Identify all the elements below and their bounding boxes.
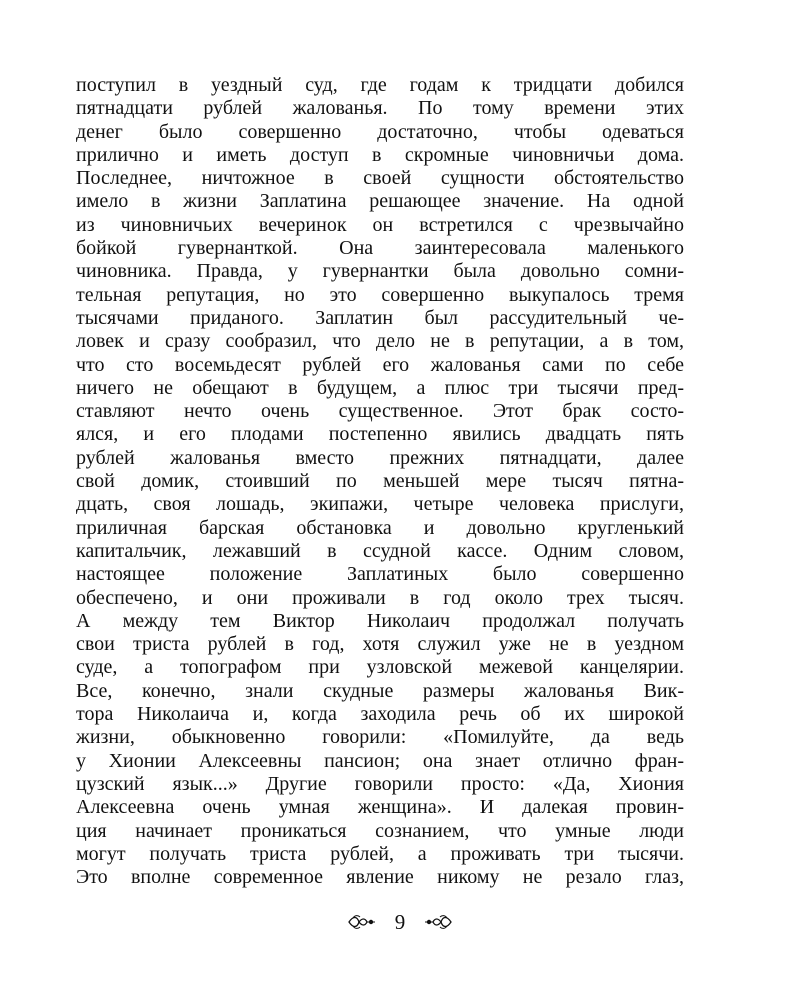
text-line: капитальчик, лежавший в ссудной кассе. Одним словом, <box>76 539 684 562</box>
text-line: Все, конечно, знали скудные размеры жалованья Вик- <box>76 679 684 702</box>
text-line: Алексеевна очень умная женщина». И далекая провин- <box>76 796 684 819</box>
text-line: А между тем Виктор Николаич продолжал получать <box>76 609 684 632</box>
text-line: свой домик, стоивший по меньшей мере тысяч пятна- <box>76 470 684 493</box>
text-line: суде, а топографом при узловской межевой канцелярии. <box>76 656 684 679</box>
text-line: тысячами приданого. Заплатин был рассудительный че- <box>76 306 684 329</box>
text-line: тора Николаича и, когда заходила речь об их широкой <box>76 703 684 726</box>
text-line: денег было совершенно достаточно, чтобы одеваться <box>76 120 684 143</box>
text-line: из чиновничьих вечеринок он встретился с чрезвычайно <box>76 213 684 236</box>
text-line: ция начинает проникаться сознанием, что умные люди <box>76 819 684 842</box>
text-line: пятнадцати рублей жалованья. По тому времени этих <box>76 97 684 120</box>
text-line: ставляют нечто очень существенное. Этот брак состо- <box>76 400 684 423</box>
text-line: тельная репутация, но это совершенно выкупалось тремя <box>76 283 684 306</box>
page-footer <box>0 910 800 934</box>
text-line: жизни, обыкновенно говорили: «Помилуйте, да ведь <box>76 726 684 749</box>
text-line: ловек и сразу сообразил, что дело не в репутации, а в том, <box>76 330 684 353</box>
text-line: приличная барская обстановка и довольно кругленький <box>76 516 684 539</box>
text-line: что сто восемьдесят рублей его жалованья сами по себе <box>76 353 684 376</box>
text-line: поступил в уездный суд, где годам к тридцати добился <box>76 74 684 96</box>
text-line: бойкой гувернанткой. Она заинтересовала маленького <box>76 237 684 260</box>
text-line: Последнее, ничтожное в своей сущности обстоятельство <box>76 167 684 190</box>
text-line: чиновника. Правда, у гувернантки была довольно сомни- <box>76 260 684 283</box>
text-line: ялся, и его плодами постепенно явились двадцать пять <box>76 423 684 446</box>
text-line: свои триста рублей в год, хотя служил уже не в уездном <box>76 633 684 656</box>
text-line: цузский язык...» Другие говорили просто: «Да, Хиония <box>76 772 684 795</box>
body-text <box>76 74 684 889</box>
text-line: у Хионии Алексеевны пансион; она знает отлично фран- <box>76 749 684 772</box>
text-line: настоящее положение Заплатиных было совершенно <box>76 563 684 586</box>
page-number: 9 <box>394 910 406 934</box>
text-line: прилично и иметь доступ в скромные чиновничьи дома. <box>76 143 684 166</box>
ornament-flourish-icon <box>423 914 453 930</box>
text-line: могут получать триста рублей, а проживать три тысячи. <box>76 842 684 865</box>
text-line: обеспечено, и они проживали в год около трех тысяч. <box>76 586 684 609</box>
text-line: имело в жизни Заплатина решающее значение. На одной <box>76 190 684 213</box>
text-line: дцать, своя лошадь, экипажи, четыре человека прислуги, <box>76 493 684 516</box>
text-line: рублей жалованья вместо прежних пятнадцати, далее <box>76 446 684 469</box>
text-line: ничего не обещают в будущем, а плюс три тысячи пред- <box>76 376 684 399</box>
text-line: Это вполне современное явление никому не резало глаз, <box>76 866 684 889</box>
ornament-flourish-icon <box>347 914 377 930</box>
